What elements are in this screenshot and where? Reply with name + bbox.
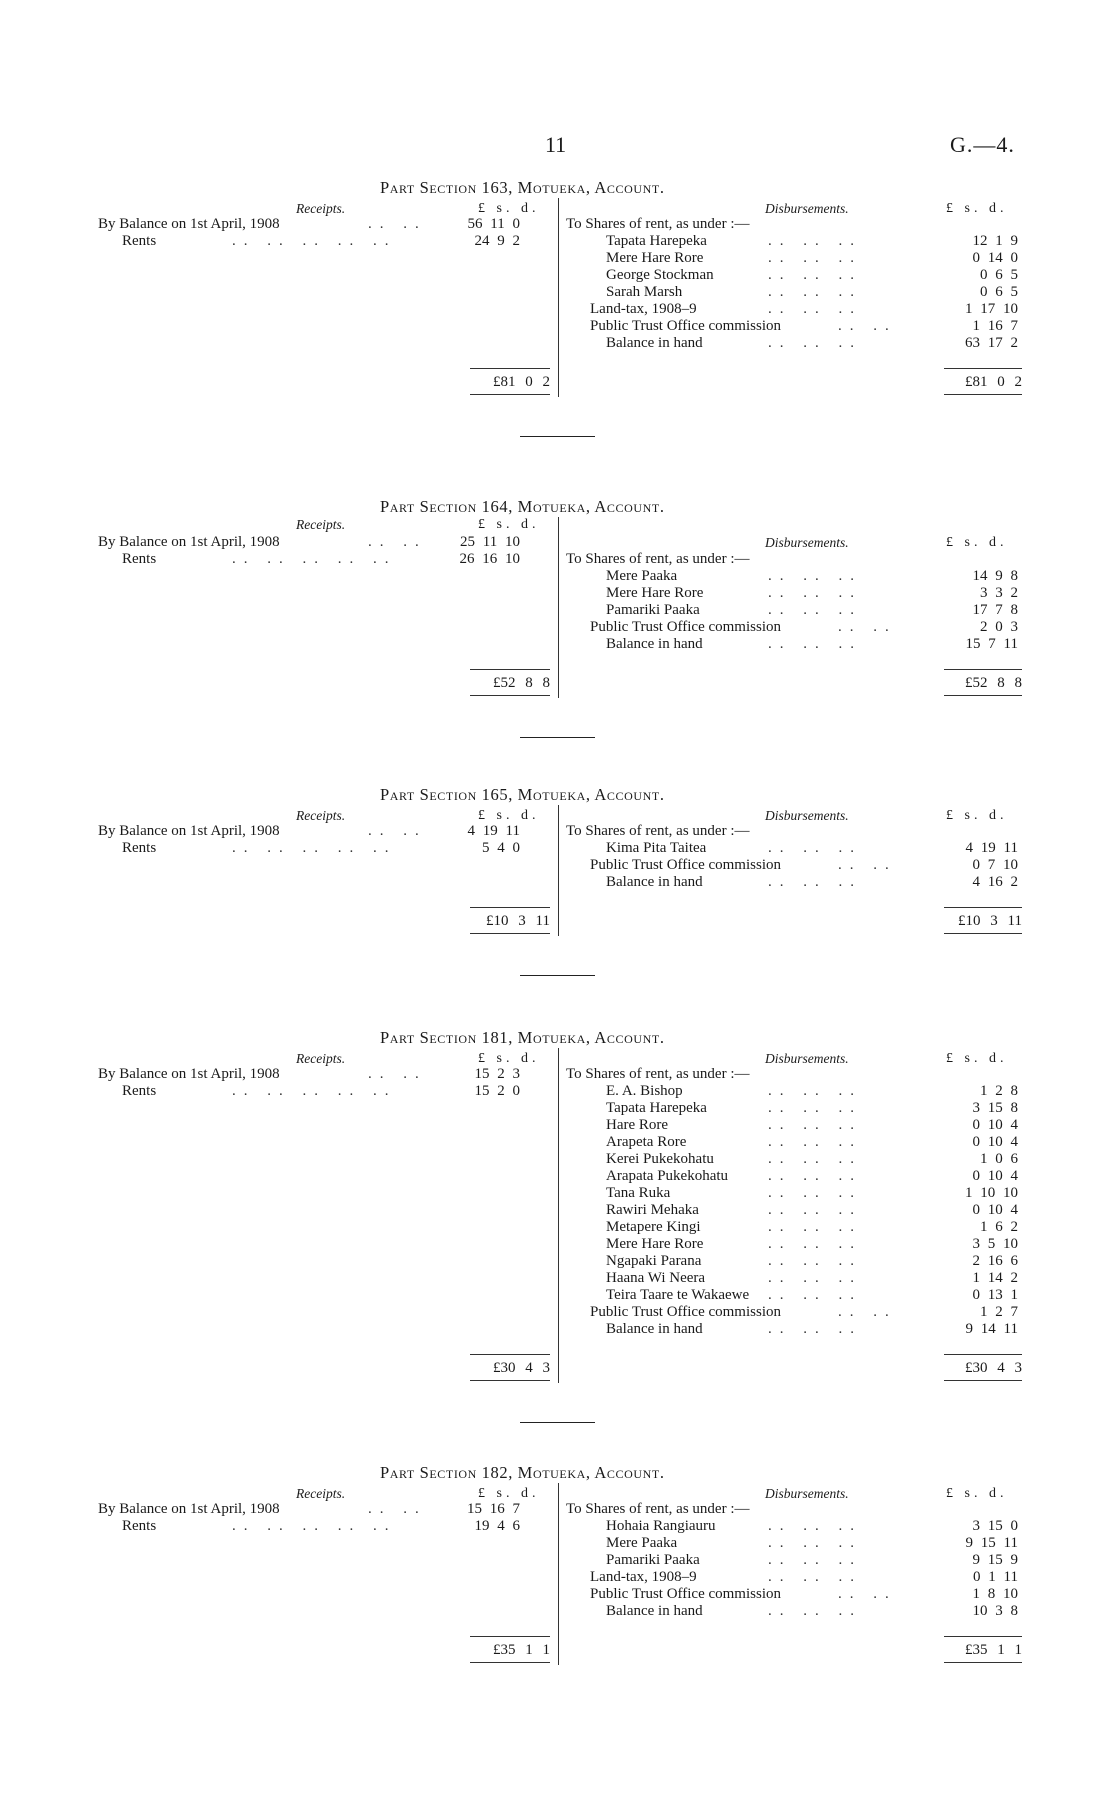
leader-dots: .. .. .. xyxy=(768,335,862,351)
receipts-total: £35 1 1 xyxy=(493,1642,550,1658)
disbursement-row xyxy=(0,551,1114,568)
leader-dots: .. .. .. xyxy=(768,636,862,652)
receipt-amount: 24 9 2 xyxy=(474,233,520,249)
leader-dots: .. .. .. xyxy=(768,1083,862,1099)
disbursement-amount: 0 1 11 xyxy=(973,1569,1018,1585)
receipt-label: By Balance on 1st April, 1908 xyxy=(98,1066,280,1082)
leader-dots: .. .. .. xyxy=(768,233,862,249)
disbursement-label: Hohaia Rangiauru xyxy=(606,1518,716,1534)
leader-dots: .. .. .. xyxy=(768,840,862,856)
leader-dots: .. .. xyxy=(368,216,427,232)
receipts-lsd-heading: £ s. d. xyxy=(478,1486,540,1501)
receipts-total: £81 0 2 xyxy=(493,374,550,390)
receipts-total-rule xyxy=(470,368,550,369)
disbursement-amount: 0 10 4 xyxy=(972,1202,1018,1218)
disbursement-amount: 1 16 7 xyxy=(972,318,1018,334)
disbursement-row xyxy=(0,233,1114,250)
disbursement-amount: 1 6 2 xyxy=(980,1219,1018,1235)
receipts-heading: Receipts. xyxy=(296,1486,346,1501)
disbursements-total: £52 8 8 xyxy=(965,675,1022,691)
disbursement-amount: 1 2 8 xyxy=(980,1083,1018,1099)
disbursement-amount: 1 8 10 xyxy=(972,1586,1018,1602)
leader-dots: .. .. .. xyxy=(768,1253,862,1269)
leader-dots: .. .. .. xyxy=(768,1219,862,1235)
disbursement-amount: 9 15 11 xyxy=(965,1535,1018,1551)
disbursements-heading: Disbursements. xyxy=(765,201,849,216)
leader-dots: .. .. .. xyxy=(768,874,862,890)
disbursements-total: £30 4 3 xyxy=(965,1360,1022,1376)
disbursement-label: Mere Hare Rore xyxy=(606,1236,704,1252)
disbursements-lsd-heading: £ s. d. xyxy=(946,1051,1008,1066)
disbursement-row xyxy=(0,619,1114,636)
disbursement-amount: 0 10 4 xyxy=(972,1168,1018,1184)
disbursement-amount: 9 14 11 xyxy=(965,1321,1018,1337)
disbursement-amount: 1 17 10 xyxy=(965,301,1018,317)
leader-dots: .. .. .. xyxy=(768,1100,862,1116)
receipt-label: By Balance on 1st April, 1908 xyxy=(98,1501,280,1517)
disbursement-row xyxy=(0,216,1114,233)
receipts-lsd-heading: £ s. d. xyxy=(478,808,540,823)
disbursement-row xyxy=(0,1134,1114,1151)
receipts-double-rule xyxy=(470,1662,550,1666)
disbursements-double-rule xyxy=(944,933,1022,937)
disbursement-row xyxy=(0,335,1114,352)
disbursement-label: Mere Paaka xyxy=(606,568,678,584)
receipts-total-rule xyxy=(470,907,550,908)
receipt-label: Rents xyxy=(122,1518,157,1534)
disbursement-row xyxy=(0,1270,1114,1287)
disbursement-label: To Shares of rent, as under :— xyxy=(566,823,750,839)
disbursement-amount: 17 7 8 xyxy=(972,602,1018,618)
disbursement-label: Tapata Harepeka xyxy=(606,233,707,249)
disbursement-label: Arapata Pukekohatu xyxy=(606,1168,729,1184)
disbursement-row xyxy=(0,1066,1114,1083)
disbursements-heading: Disbursements. xyxy=(765,1486,849,1501)
disbursement-label: Public Trust Office commission xyxy=(590,1304,781,1320)
disbursements-lsd-heading: £ s. d. xyxy=(946,1486,1008,1501)
disbursement-amount: 9 15 9 xyxy=(972,1552,1018,1568)
receipt-amount: 5 4 0 xyxy=(482,840,520,856)
section-title: Part Section 182, Motueka, Account. xyxy=(380,1463,665,1482)
column-divider xyxy=(558,1048,559,1383)
section-title: Part Section 181, Motueka, Account. xyxy=(380,1028,665,1047)
receipt-label: By Balance on 1st April, 1908 xyxy=(98,823,280,839)
disbursement-label: George Stockman xyxy=(606,267,714,283)
column-divider xyxy=(558,1483,559,1665)
disbursement-label: Pamariki Paaka xyxy=(606,1552,700,1568)
disbursement-label: Public Trust Office commission xyxy=(590,857,781,873)
disbursement-amount: 0 7 10 xyxy=(972,857,1018,873)
disbursement-amount: 12 1 9 xyxy=(972,233,1018,249)
receipts-double-rule xyxy=(470,933,550,937)
receipts-total-rule xyxy=(470,669,550,670)
receipts-total: £10 3 11 xyxy=(486,913,550,929)
disbursement-amount: 0 14 0 xyxy=(972,250,1018,266)
page-number: 11 xyxy=(545,132,567,157)
disbursement-label: Pamariki Paaka xyxy=(606,602,700,618)
disbursements-double-rule xyxy=(944,394,1022,398)
receipts-lsd-heading: £ s. d. xyxy=(478,517,540,532)
disbursement-amount: 3 5 10 xyxy=(972,1236,1018,1252)
disbursement-row xyxy=(0,1117,1114,1134)
receipts-total: £52 8 8 xyxy=(493,675,550,691)
disbursement-row xyxy=(0,585,1114,602)
section-separator xyxy=(520,436,595,437)
disbursement-row xyxy=(0,1501,1114,1518)
leader-dots: .. .. .. xyxy=(768,1518,862,1534)
disbursement-amount: 1 14 2 xyxy=(972,1270,1018,1286)
disbursements-total: £81 0 2 xyxy=(965,374,1022,390)
disbursement-label: Arapeta Rore xyxy=(606,1134,687,1150)
receipt-amount: 26 16 10 xyxy=(459,551,520,567)
disbursement-label: Rawiri Mehaka xyxy=(606,1202,699,1218)
leader-dots: .. .. .. xyxy=(768,1202,862,1218)
disbursement-row xyxy=(0,636,1114,653)
disbursements-heading: Disbursements. xyxy=(765,808,849,823)
leader-dots: .. .. .. .. .. xyxy=(232,840,397,856)
leader-dots: .. .. .. xyxy=(768,1321,862,1337)
disbursement-label: Mere Hare Rore xyxy=(606,250,704,266)
disbursement-label: Haana Wi Neera xyxy=(606,1270,706,1286)
disbursements-total-rule xyxy=(944,1636,1022,1637)
leader-dots: .. .. .. xyxy=(768,1603,862,1619)
receipt-row xyxy=(0,534,560,551)
receipts-heading: Receipts. xyxy=(296,201,346,216)
leader-dots: .. .. .. xyxy=(768,1151,862,1167)
disbursement-row xyxy=(0,857,1114,874)
disbursement-row xyxy=(0,840,1114,857)
leader-dots: .. .. .. xyxy=(768,1134,862,1150)
disbursement-row xyxy=(0,267,1114,284)
leader-dots: .. .. .. .. .. xyxy=(232,233,397,249)
disbursement-amount: 2 16 6 xyxy=(972,1253,1018,1269)
leader-dots: .. .. .. .. .. xyxy=(232,1518,397,1534)
receipt-amount: 15 2 0 xyxy=(474,1083,520,1099)
disbursement-amount: 1 10 10 xyxy=(965,1185,1018,1201)
disbursement-label: Land-tax, 1908–9 xyxy=(590,1569,697,1585)
disbursement-row xyxy=(0,1253,1114,1270)
leader-dots: .. .. .. xyxy=(768,585,862,601)
disbursement-row xyxy=(0,284,1114,301)
disbursement-label: To Shares of rent, as under :— xyxy=(566,551,750,567)
receipt-amount: 15 16 7 xyxy=(467,1501,520,1517)
disbursement-label: Ngapaki Parana xyxy=(606,1253,702,1269)
column-divider xyxy=(558,198,559,397)
receipt-amount: 56 11 0 xyxy=(467,216,520,232)
disbursement-label: Teira Taare te Wakaewe xyxy=(606,1287,750,1303)
leader-dots: .. .. .. xyxy=(768,250,862,266)
leader-dots: .. .. .. .. .. xyxy=(232,551,397,567)
receipts-total-rule xyxy=(470,1354,550,1355)
disbursement-row xyxy=(0,1586,1114,1603)
disbursement-amount: 3 15 8 xyxy=(972,1100,1018,1116)
disbursement-row xyxy=(0,1185,1114,1202)
disbursements-lsd-heading: £ s. d. xyxy=(946,201,1008,216)
disbursement-label: E. A. Bishop xyxy=(606,1083,683,1099)
disbursement-label: Public Trust Office commission xyxy=(590,318,781,334)
leader-dots: .. .. .. xyxy=(768,1552,862,1568)
disbursement-row xyxy=(0,301,1114,318)
disbursement-row xyxy=(0,1287,1114,1304)
leader-dots: .. .. .. .. .. xyxy=(232,1083,397,1099)
disbursement-row xyxy=(0,602,1114,619)
receipts-lsd-heading: £ s. d. xyxy=(478,1051,540,1066)
disbursement-label: Mere Paaka xyxy=(606,1535,678,1551)
document-reference: G.—4. xyxy=(950,132,1015,157)
receipt-amount: 25 11 10 xyxy=(460,534,520,550)
section-separator xyxy=(520,1422,595,1423)
leader-dots: .. .. xyxy=(838,318,897,334)
disbursement-row xyxy=(0,1202,1114,1219)
disbursement-row xyxy=(0,1151,1114,1168)
section-separator xyxy=(520,737,595,738)
disbursement-label: Tana Ruka xyxy=(606,1185,671,1201)
leader-dots: .. .. .. xyxy=(768,1168,862,1184)
disbursement-row xyxy=(0,1304,1114,1321)
receipt-label: Rents xyxy=(122,840,157,856)
disbursement-label: To Shares of rent, as under :— xyxy=(566,1066,750,1082)
disbursements-heading: Disbursements. xyxy=(765,535,849,550)
disbursement-row xyxy=(0,1518,1114,1535)
leader-dots: .. .. xyxy=(838,857,897,873)
disbursement-row xyxy=(0,1603,1114,1620)
disbursements-double-rule xyxy=(944,1380,1022,1384)
disbursement-amount: 0 13 1 xyxy=(972,1287,1018,1303)
disbursement-row xyxy=(0,1083,1114,1100)
disbursement-label: Kima Pita Taitea xyxy=(606,840,707,856)
section-title: Part Section 165, Motueka, Account. xyxy=(380,785,665,804)
disbursement-row xyxy=(0,1569,1114,1586)
disbursements-total-rule xyxy=(944,1354,1022,1355)
receipts-double-rule xyxy=(470,695,550,699)
receipt-amount: 4 19 11 xyxy=(467,823,520,839)
disbursement-row xyxy=(0,1168,1114,1185)
disbursement-amount: 2 0 3 xyxy=(980,619,1018,635)
disbursement-label: Tapata Harepeka xyxy=(606,1100,707,1116)
column-divider xyxy=(558,805,559,936)
disbursements-total-rule xyxy=(944,907,1022,908)
receipts-heading: Receipts. xyxy=(296,808,346,823)
receipt-amount: 15 2 3 xyxy=(474,1066,520,1082)
disbursement-amount: 0 6 5 xyxy=(980,267,1018,283)
disbursement-row xyxy=(0,1236,1114,1253)
disbursements-double-rule xyxy=(944,1662,1022,1666)
disbursement-amount: 4 16 2 xyxy=(972,874,1018,890)
disbursement-label: Land-tax, 1908–9 xyxy=(590,301,697,317)
column-divider xyxy=(558,517,559,698)
disbursement-amount: 0 6 5 xyxy=(980,284,1018,300)
leader-dots: .. .. xyxy=(368,823,427,839)
leader-dots: .. .. .. xyxy=(768,1185,862,1201)
receipts-total-rule xyxy=(470,1636,550,1637)
receipts-double-rule xyxy=(470,1380,550,1384)
disbursement-row xyxy=(0,568,1114,585)
leader-dots: .. .. xyxy=(838,1304,897,1320)
disbursement-amount: 3 15 0 xyxy=(972,1518,1018,1534)
disbursements-heading: Disbursements. xyxy=(765,1051,849,1066)
disbursement-label: Balance in hand xyxy=(606,874,703,890)
disbursement-label: Sarah Marsh xyxy=(606,284,683,300)
disbursement-label: Public Trust Office commission xyxy=(590,619,781,635)
disbursement-amount: 10 3 8 xyxy=(972,1603,1018,1619)
leader-dots: .. .. xyxy=(368,1066,427,1082)
disbursement-amount: 0 10 4 xyxy=(972,1117,1018,1133)
disbursements-total: £10 3 11 xyxy=(958,913,1022,929)
leader-dots: .. .. xyxy=(368,1501,427,1517)
disbursement-amount: 3 3 2 xyxy=(980,585,1018,601)
disbursement-label: To Shares of rent, as under :— xyxy=(566,1501,750,1517)
receipt-label: By Balance on 1st April, 1908 xyxy=(98,534,280,550)
disbursements-total-rule xyxy=(944,368,1022,369)
disbursements-lsd-heading: £ s. d. xyxy=(946,535,1008,550)
leader-dots: .. .. .. xyxy=(768,267,862,283)
receipt-label: By Balance on 1st April, 1908 xyxy=(98,216,280,232)
disbursements-lsd-heading: £ s. d. xyxy=(946,808,1008,823)
section-title: Part Section 164, Motueka, Account. xyxy=(380,497,665,516)
disbursement-label: Metapere Kingi xyxy=(606,1219,701,1235)
section-title: Part Section 163, Motueka, Account. xyxy=(380,178,665,197)
receipt-label: Rents xyxy=(122,551,157,567)
leader-dots: .. .. .. xyxy=(768,284,862,300)
receipts-lsd-heading: £ s. d. xyxy=(478,201,540,216)
disbursement-row xyxy=(0,1321,1114,1338)
disbursement-amount: 4 19 11 xyxy=(965,840,1018,856)
disbursement-row xyxy=(0,1219,1114,1236)
leader-dots: .. .. xyxy=(838,619,897,635)
disbursement-label: Kerei Pukekohatu xyxy=(606,1151,714,1167)
disbursement-label: Balance in hand xyxy=(606,335,703,351)
disbursement-label: Balance in hand xyxy=(606,636,703,652)
leader-dots: .. .. .. xyxy=(768,1287,862,1303)
leader-dots: .. .. .. xyxy=(768,1270,862,1286)
leader-dots: .. .. .. xyxy=(768,568,862,584)
disbursement-amount: 14 9 8 xyxy=(972,568,1018,584)
disbursement-amount: 0 10 4 xyxy=(972,1134,1018,1150)
disbursement-amount: 15 7 11 xyxy=(965,636,1018,652)
disbursement-label: To Shares of rent, as under :— xyxy=(566,216,750,232)
disbursement-row xyxy=(0,874,1114,891)
leader-dots: .. .. .. xyxy=(768,602,862,618)
disbursement-row xyxy=(0,1100,1114,1117)
receipt-label: Rents xyxy=(122,233,157,249)
disbursement-row xyxy=(0,1552,1114,1569)
disbursement-row xyxy=(0,823,1114,840)
disbursements-total: £35 1 1 xyxy=(965,1642,1022,1658)
leader-dots: .. .. .. xyxy=(768,1535,862,1551)
leader-dots: .. .. .. xyxy=(768,301,862,317)
receipt-amount: 19 4 6 xyxy=(474,1518,520,1534)
leader-dots: .. .. xyxy=(368,534,427,550)
section-separator xyxy=(520,975,595,976)
leader-dots: .. .. xyxy=(838,1586,897,1602)
disbursement-label: Balance in hand xyxy=(606,1603,703,1619)
leader-dots: .. .. .. xyxy=(768,1569,862,1585)
disbursements-double-rule xyxy=(944,695,1022,699)
disbursement-amount: 63 17 2 xyxy=(965,335,1018,351)
receipts-heading: Receipts. xyxy=(296,1051,346,1066)
disbursement-row xyxy=(0,318,1114,335)
disbursement-row xyxy=(0,1535,1114,1552)
receipts-double-rule xyxy=(470,394,550,398)
disbursement-label: Balance in hand xyxy=(606,1321,703,1337)
disbursements-total-rule xyxy=(944,669,1022,670)
leader-dots: .. .. .. xyxy=(768,1236,862,1252)
receipt-label: Rents xyxy=(122,1083,157,1099)
leader-dots: .. .. .. xyxy=(768,1117,862,1133)
receipts-total: £30 4 3 xyxy=(493,1360,550,1376)
disbursement-row xyxy=(0,250,1114,267)
disbursement-amount: 1 0 6 xyxy=(980,1151,1018,1167)
disbursement-label: Mere Hare Rore xyxy=(606,585,704,601)
receipts-heading: Receipts. xyxy=(296,517,346,532)
disbursement-label: Hare Rore xyxy=(606,1117,669,1133)
disbursement-amount: 1 2 7 xyxy=(980,1304,1018,1320)
disbursement-label: Public Trust Office commission xyxy=(590,1586,781,1602)
